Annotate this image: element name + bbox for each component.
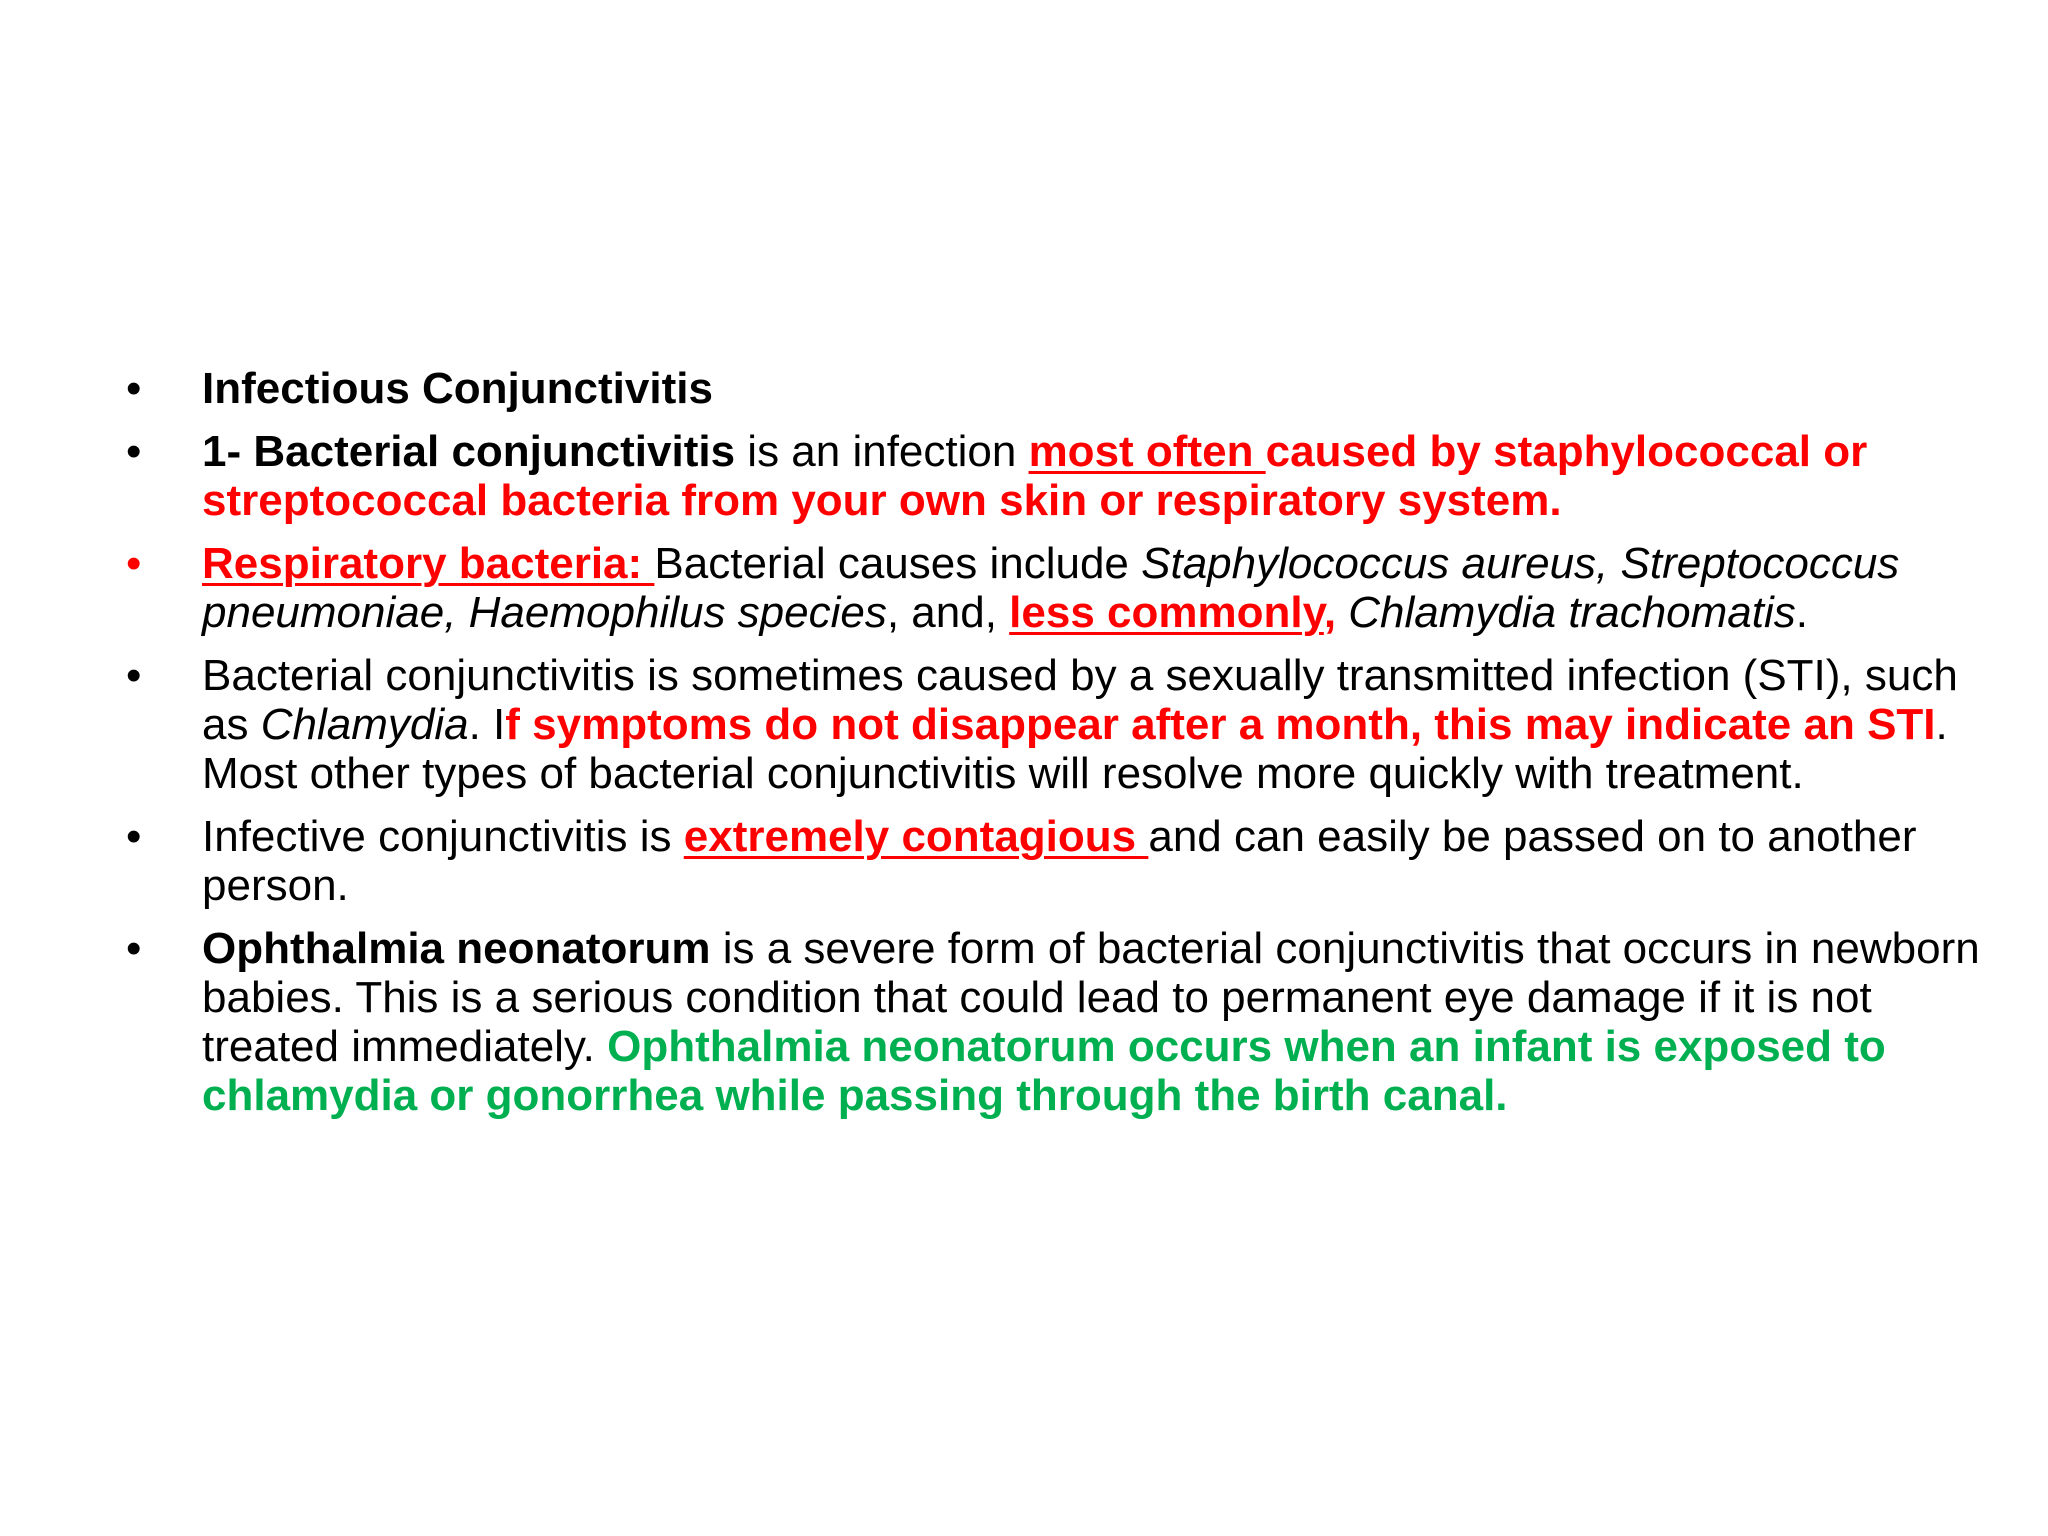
highlight-comma: , — [1323, 588, 1337, 637]
bullet-dot: • — [126, 924, 142, 973]
highlight-respiratory-bacteria: Respiratory bacteria: — [202, 539, 655, 588]
bullet-list — [118, 364, 1998, 1134]
bullet-dot: • — [126, 539, 142, 588]
highlight-most-often: most often — [1028, 427, 1266, 476]
text-run — [1336, 588, 1348, 637]
species-chlamydia-trachomatis: Chlamydia trachomatis — [1348, 588, 1796, 637]
text-run: and can easily be passed on to another person. — [202, 812, 1917, 910]
text-run: . — [1795, 588, 1809, 637]
bullet-item-bacterial-conjunctivitis — [118, 427, 1998, 525]
term-ophthalmia-neonatorum: Ophthalmia neonatorum — [202, 924, 711, 973]
bullet-dot: • — [126, 651, 142, 700]
species-list: Staphylococcus aureus, Streptococcus pneumoniae, Haemophilus species — [202, 539, 1900, 637]
text-run: . Most other types of bacterial conjunctivitis will resolve more quickly with treatment. — [202, 700, 1948, 798]
bullet-item-ophthalmia-neonatorum — [118, 924, 1998, 1120]
bullet-item-infectious-conjunctivitis — [118, 364, 1998, 413]
term-bacterial-conjunctivitis: 1- Bacterial conjunctivitis — [202, 427, 736, 476]
bullet-item-respiratory-bacteria — [118, 539, 1998, 637]
text-run: Bacterial causes include — [654, 539, 1142, 588]
species-chlamydia: Chlamydia — [260, 700, 469, 749]
highlight-neonatal-exposure: Ophthalmia neonatorum occurs when an infant is exposed to chlamydia or gonorrhea while passing through the birth canal. — [202, 1022, 1886, 1120]
bullet-dot: • — [126, 812, 142, 861]
bullet-item-contagious — [118, 812, 1998, 910]
bullet-dot: • — [126, 364, 142, 413]
text-run: Infective conjunctivitis is — [202, 812, 684, 861]
section-heading: Infectious Conjunctivitis — [202, 364, 713, 413]
text-run: . I — [468, 700, 506, 749]
bullet-item-sti — [118, 651, 1998, 798]
text-run: Bacterial conjunctivitis is sometimes caused by a sexually transmitted infection (STI), such as — [202, 651, 1958, 749]
highlight-extremely-contagious: extremely contagious — [683, 812, 1149, 861]
highlight-less-commonly: less commonly — [1009, 588, 1324, 637]
highlight-sti-warning: f symptoms do not disappear after a month, this may indicate an STI — [505, 700, 1936, 749]
text-run: is an infection — [735, 427, 1029, 476]
highlight-cause: caused by staphylococcal or streptococcal bacteria from your own skin or respiratory system. — [202, 427, 1868, 525]
bullet-dot: • — [126, 427, 142, 476]
text-run: is a severe form of bacterial conjunctivitis that occurs in newborn babies. This is a serious condition that could lead to permanent eye damage if it is not treated immediately. — [202, 924, 1980, 1071]
text-run: , and, — [886, 588, 1010, 637]
